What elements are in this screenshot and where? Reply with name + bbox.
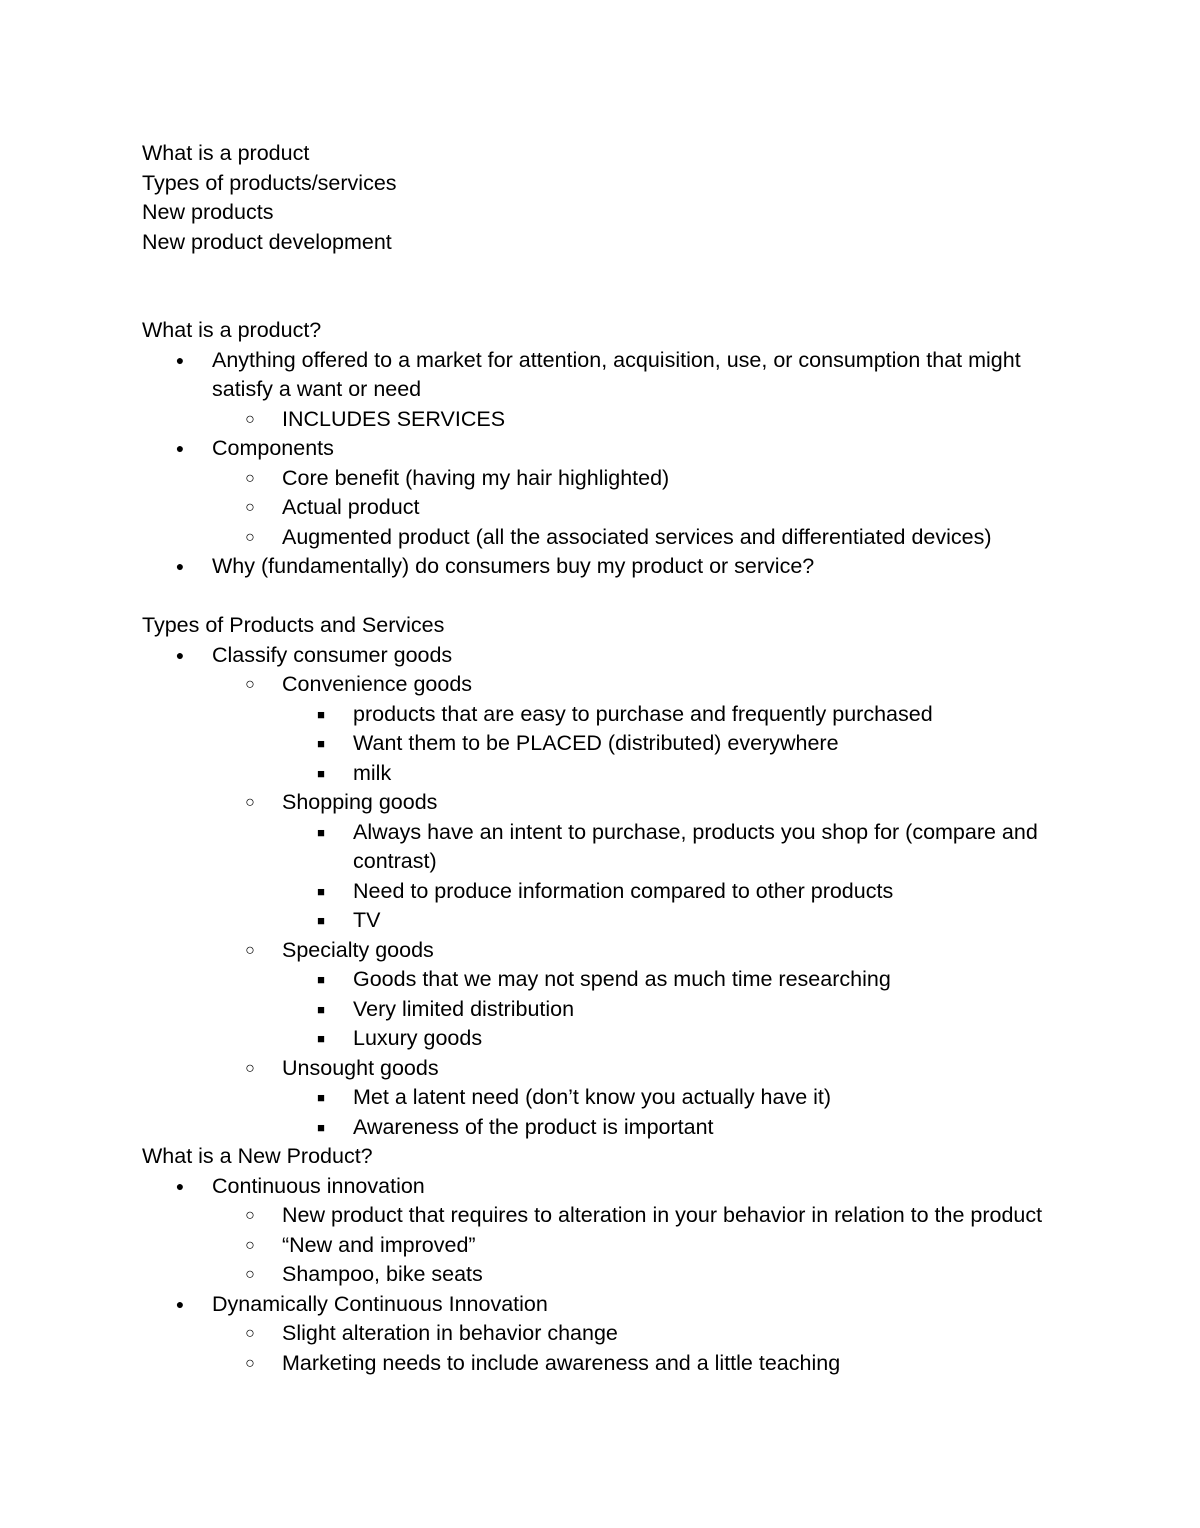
list-item-text: Classify consumer goods (212, 642, 453, 667)
bullet-icon: ■ (317, 1031, 325, 1046)
bullet-icon: ■ (317, 824, 325, 840)
list-item (245, 493, 1072, 523)
bullet-icon: ○ (245, 794, 255, 811)
list-item-text: Convenience goods (282, 672, 473, 696)
list-item-text: Shampoo, bike seats (282, 1262, 483, 1286)
bullet-icon: ○ (245, 941, 255, 959)
list-item (175, 434, 1072, 464)
bullet-icon: ○ (245, 1325, 255, 1342)
list-item-text: Always have an intent to purchase, products you shop for (compare and contrast) (353, 819, 1038, 873)
list-item (175, 1290, 1072, 1320)
bullet-icon: ● (175, 558, 185, 574)
list-item (317, 995, 1072, 1025)
outline-item: Types of products/services (142, 170, 397, 195)
list-item-text: Continuous innovation (212, 1173, 425, 1198)
list-item (317, 700, 1072, 730)
bullet-icon: ○ (245, 499, 255, 516)
outline-item: What is a product (142, 141, 310, 165)
list-item-text: Shopping goods (282, 790, 438, 814)
bullet-icon: ● (175, 1177, 185, 1194)
list-item (245, 405, 1072, 435)
list-item (317, 906, 1072, 936)
list-item-text: INCLUDES SERVICES (282, 406, 506, 431)
bullet-icon: ● (175, 440, 185, 456)
list-item-text: Very limited distribution (353, 996, 575, 1021)
section-heading-new-product: What is a New Product? (142, 1144, 373, 1168)
list-item (245, 936, 1072, 966)
list-item (317, 1113, 1072, 1143)
bullet-icon: ○ (245, 1266, 255, 1283)
list-item (317, 1024, 1072, 1054)
list-item (245, 464, 1072, 494)
bullet-icon: ● (175, 646, 185, 663)
list-item-text: Actual product (282, 495, 420, 519)
list-item-text: Unsought goods (282, 1055, 439, 1080)
list-item-text: products that are easy to purchase and frequently purchased (353, 701, 933, 726)
list-item-text: Met a latent need (don’t know you actually have it) (353, 1085, 832, 1109)
bullet-icon: ■ (317, 1090, 325, 1105)
outline-item: New product development (142, 229, 392, 254)
list-item (245, 1231, 1072, 1261)
bullet-icon: ○ (245, 676, 255, 693)
bullet-icon: ■ (317, 883, 325, 899)
list-item (175, 1172, 1072, 1202)
bullet-icon: ■ (317, 1001, 325, 1017)
bullet-icon: ○ (245, 1207, 255, 1224)
list-item-text: Awareness of the product is important (353, 1114, 714, 1139)
section-heading-product: What is a product? (142, 318, 322, 342)
bullet-icon: ● (175, 1295, 185, 1312)
list-item-text: Augmented product (all the associated services and differentiated devices) (282, 524, 992, 549)
list-item (245, 788, 1072, 818)
list-item (317, 729, 1072, 759)
bullet-icon: ○ (245, 528, 255, 546)
list-item-text: TV (353, 908, 381, 932)
bullet-icon: ○ (245, 410, 255, 428)
list-item-text: Luxury goods (353, 1026, 483, 1050)
list-item-text: Why (fundamentally) do consumers buy my product or service? (212, 554, 815, 578)
list-item (245, 1349, 1072, 1379)
section-heading-types: Types of Products and Services (142, 613, 445, 637)
bullet-icon: ○ (245, 1236, 255, 1254)
document-page (142, 139, 1072, 1378)
list-item-text: Specialty goods (282, 937, 434, 962)
list-item (245, 1201, 1072, 1231)
list-item-text: Slight alteration in behavior change (282, 1321, 618, 1345)
bullet-icon: ■ (317, 913, 325, 928)
list-item (317, 965, 1072, 995)
list-item (317, 759, 1072, 789)
bullet-icon: ■ (317, 765, 325, 781)
list-item-text: Marketing needs to include awareness and a little teaching (282, 1350, 841, 1375)
list-item-text: Core benefit (having my hair highlighted) (282, 465, 670, 490)
list-item-text: “New and improved” (282, 1232, 476, 1257)
bullet-icon: ■ (317, 736, 325, 751)
bullet-icon: ■ (317, 1119, 325, 1135)
list-item-text: New product that requires to alteration in your behavior in relation to the product (282, 1203, 1043, 1227)
bullet-icon: ■ (317, 706, 325, 722)
list-item-text: Goods that we may not spend as much time researching (353, 967, 891, 991)
bullet-icon: ○ (245, 1059, 255, 1077)
list-item-text: Dynamically Continuous Innovation (212, 1291, 548, 1316)
list-item (245, 670, 1072, 700)
list-item-text: Need to produce information compared to other products (353, 878, 894, 903)
bullet-icon: ○ (245, 469, 255, 487)
list-item (245, 1319, 1072, 1349)
list-item (175, 641, 1072, 671)
list-item-text: Components (212, 436, 334, 460)
bullet-icon: ■ (317, 972, 325, 987)
list-item (317, 818, 1072, 877)
list-item (245, 1054, 1072, 1084)
list-item (245, 1260, 1072, 1290)
list-item-text: milk (353, 760, 392, 785)
list-item (317, 877, 1072, 907)
list-item (245, 523, 1072, 553)
list-item (317, 1083, 1072, 1113)
list-item (175, 552, 1072, 582)
list-item-text: Want them to be PLACED (distributed) everywhere (353, 731, 839, 755)
bullet-icon: ○ (245, 1354, 255, 1372)
outline-item: New products (142, 200, 274, 224)
list-item-text: Anything offered to a market for attention, acquisition, use, or consumption that might satisfy a want or need (212, 347, 1021, 401)
list-item (175, 346, 1072, 405)
bullet-icon: ● (175, 351, 185, 368)
